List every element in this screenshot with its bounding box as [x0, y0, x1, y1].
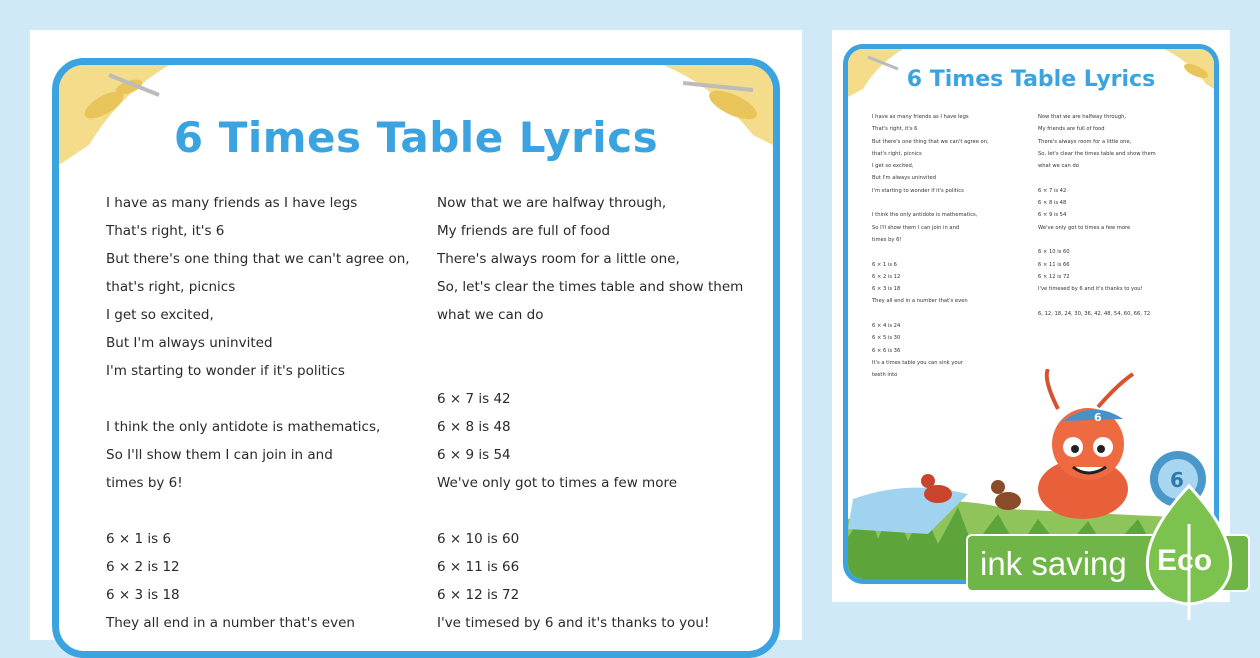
lyrics-left-column — [106, 189, 410, 637]
lyric-line: 6 × 12 is 72 — [437, 587, 520, 603]
preview-line: 6 × 3 is 18 — [872, 286, 901, 293]
lyrics-right-column — [437, 189, 743, 637]
main-worksheet-frame — [52, 58, 780, 658]
preview-line: 6, 12, 18, 24, 30, 36, 42, 48, 54, 60, 66, 72 — [1038, 310, 1151, 317]
preview-left-column — [872, 111, 989, 382]
lyric-line: 6 × 1 is 6 — [106, 531, 172, 547]
preview-line: There's always room for a little one, — [1038, 138, 1132, 145]
lyric-line: So, let's clear the times table and show them — [437, 279, 744, 295]
preview-line: I think the only antidote is mathematics, — [872, 212, 978, 219]
preview-line: 6 × 5 is 30 — [872, 335, 901, 342]
lyric-line: I have as many friends as I have legs — [106, 195, 358, 211]
lyric-line: I get so excited, — [106, 307, 214, 323]
mascot-hat-number: 6 — [1094, 411, 1102, 424]
lyric-line: 6 × 7 is 42 — [437, 391, 511, 407]
preview-line: 6 × 10 is 60 — [1038, 249, 1070, 256]
lyric-line: There's always room for a little one, — [437, 251, 680, 267]
eco-label: Eco — [1157, 544, 1213, 577]
preview-line: My friends are full of food — [1038, 126, 1105, 133]
lyric-line: that's right, picnics — [106, 279, 236, 295]
preview-line: what we can do — [1038, 163, 1079, 170]
lyric-line: That's right, it's 6 — [106, 223, 225, 239]
preview-line: That's right, it's 6 — [872, 126, 918, 133]
preview-line: 6 × 8 is 48 — [1038, 200, 1067, 207]
preview-line: They all end in a number that's even — [872, 298, 968, 305]
preview-line: It's a times table you can sink your — [872, 359, 963, 366]
preview-line: 6 × 1 is 6 — [872, 261, 897, 268]
main-worksheet — [30, 30, 802, 640]
lyric-line: 6 × 2 is 12 — [106, 559, 180, 575]
lyric-line: My friends are full of food — [437, 223, 611, 239]
preview-line: 6 × 11 is 66 — [1038, 261, 1070, 268]
page-title: 6 Times Table Lyrics — [173, 113, 659, 162]
preview-line: We've only got to times a few more — [1038, 224, 1131, 231]
lyric-line: I've timesed by 6 and it's thanks to you! — [437, 615, 710, 631]
preview-right-column — [1038, 111, 1156, 320]
lyric-line: They all end in a number that's even — [106, 615, 355, 631]
preview-line: I have as many friends as I have legs — [872, 114, 969, 120]
ink-saving-label: ink saving — [980, 545, 1127, 582]
preview-line: times by 6! — [872, 236, 902, 243]
lyric-line: 6 × 10 is 60 — [437, 531, 520, 547]
preview-line: I'm starting to wonder if it's politics — [872, 187, 964, 194]
preview-line: I've timesed by 6 and it's thanks to you! — [1038, 286, 1143, 293]
preview-line: Now that we are halfway through, — [1038, 114, 1127, 120]
preview-title: 6 Times Table Lyrics — [906, 67, 1156, 92]
preview-line: teeth into — [872, 372, 898, 379]
lyric-line: 6 × 3 is 18 — [106, 587, 180, 603]
lyric-line: I think the only antidote is mathematics, — [106, 419, 381, 435]
preview-line: But I'm always uninvited — [872, 175, 936, 182]
preview-line: 6 × 9 is 54 — [1038, 212, 1067, 219]
preview-line: So, let's clear the times table and show them — [1038, 150, 1156, 157]
preview-line: 6 × 7 is 42 — [1038, 187, 1067, 194]
lyric-line: times by 6! — [106, 475, 183, 491]
lyric-line: I'm starting to wonder if it's politics — [106, 363, 345, 379]
lyric-line: what we can do — [437, 307, 544, 323]
preview-line: that's right, picnics — [872, 150, 922, 157]
preview-line: 6 × 4 is 24 — [872, 323, 901, 330]
preview-line: 6 × 2 is 12 — [872, 273, 901, 280]
medal-number: 6 — [1170, 468, 1184, 492]
lyric-line: 6 × 8 is 48 — [437, 419, 511, 435]
preview-line: 6 × 6 is 36 — [872, 347, 901, 354]
lyric-line: But I'm always uninvited — [106, 335, 273, 351]
preview-line: But there's one thing that we can't agree on, — [872, 138, 989, 145]
lyric-line: But there's one thing that we can't agree on, — [106, 251, 410, 267]
preview-line: 6 × 12 is 72 — [1038, 273, 1070, 280]
preview-line: So I'll show them I can join in and — [872, 224, 960, 231]
preview-line: I get so excited, — [872, 163, 914, 170]
lyric-line: We've only got to times a few more — [437, 475, 678, 491]
lyric-line: So I'll show them I can join in and — [106, 447, 333, 463]
lyric-line: 6 × 9 is 54 — [437, 447, 511, 463]
lyric-line: 6 × 11 is 66 — [437, 559, 520, 575]
lyric-line: Now that we are halfway through, — [437, 195, 667, 211]
